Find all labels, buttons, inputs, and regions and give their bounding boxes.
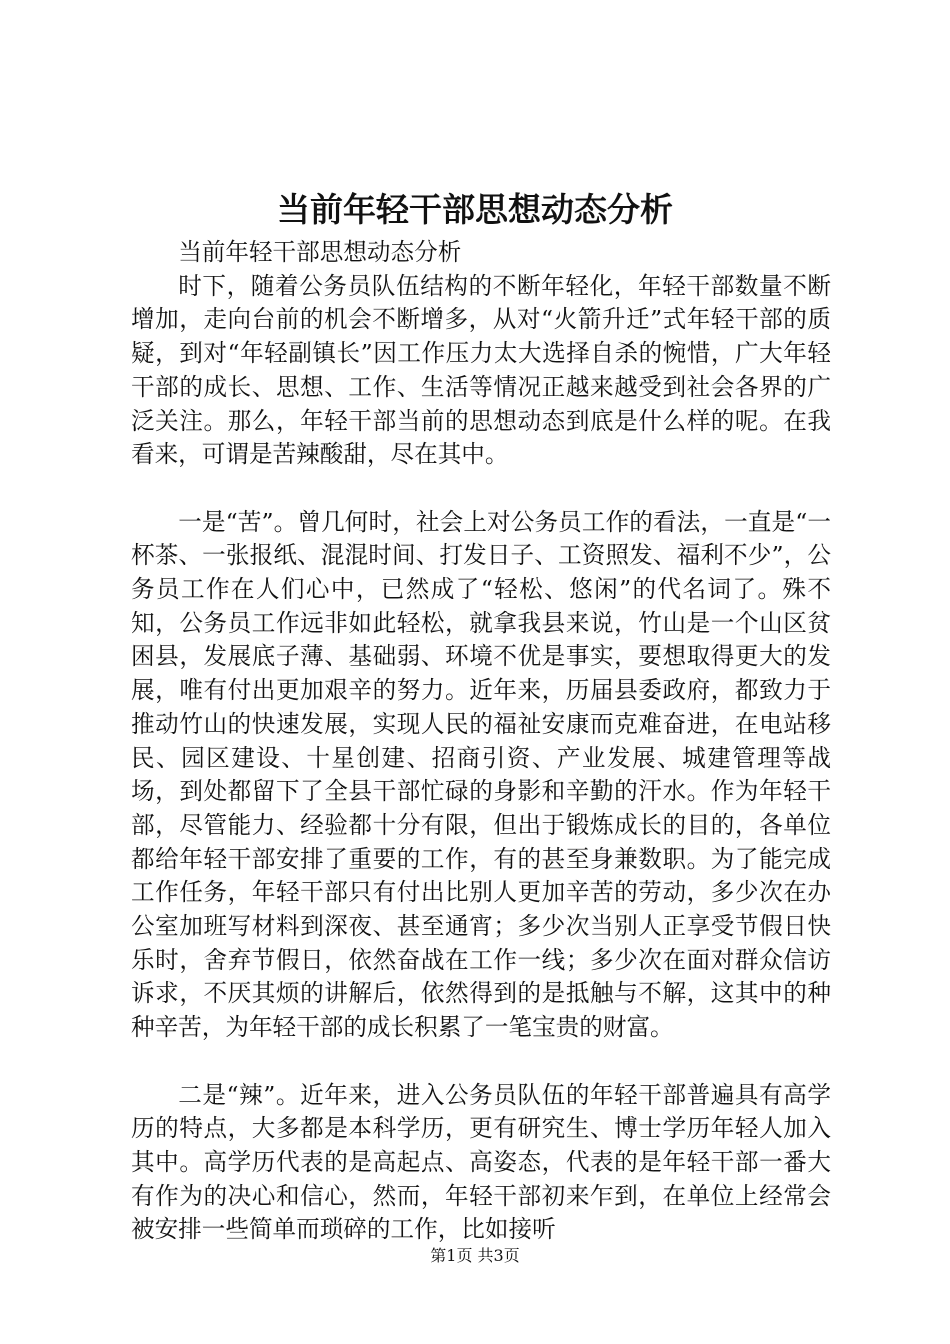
page-footer: 第1页 共3页: [430, 1246, 520, 1265]
paragraph-bitter: 一是“苦”。曾几何时，社会上对公务员工作的看法，一直是“一杯茶、一张报纸、混混时间、打发日子、工资照发、福利不少”，公务员工作在人们心中，已然成了“轻松、悠闲”的代名词了。殊不知，公务员工作远非如此轻松，就拿我县来说，竹山是一个山区贫困县，发展底子薄、基础弱、环境不优是事实，要想取得更大的发展，唯有付出更加艰辛的努力。近年来，历届县委政府，都致力于推动竹山的快速发展，实现人民的福祉安康而克难奋进，在电站移民、园区建设、十星创建、招商引资、产业发展、城建管理等战场，到处都留下了全县干部忙碌的身影和辛勤的汗水。作为年轻干部，尽管能力、经验都十分有限，但出于锻炼成长的目的，各单位都给年轻干部安排了重要的工作，有的甚至身兼数职。为了能完成工作任务，年轻干部只有付出比别人更加辛苦的劳动，多少次在办公室加班写材料到深夜、甚至通宵；多少次当别人正享受节假日快乐时，舍弃节假日，依然奋战在工作一线；多少次在面对群众信访诉求，不厌其烦的讲解后，依然得到的是抵触与不解，这其中的种种辛苦，为年轻干部的成长积累了一笔宝贵的财富。: [131, 507, 831, 1042]
paragraph-spicy: 二是“辣”。近年来，进入公务员队伍的年轻干部普遍具有高学历的特点，大多都是本科学历，更有研究生、博士学历年轻人加入其中。高学历代表的是高起点、高姿态，代表的是年轻干部一番大有作为的决心和信心，然而，年轻干部初来乍到，在单位上经常会被安排一些简单而琐碎的工作，比如接听: [131, 1080, 831, 1244]
document-body: [131, 236, 831, 1247]
document-title: 当前年轻干部思想动态分析: [277, 190, 673, 229]
paragraph-subtitle: 当前年轻干部思想动态分析: [178, 238, 462, 266]
paragraph-intro: 时下，随着公务员队伍结构的不断年轻化，年轻干部数量不断增加，走向台前的机会不断增多，从对“火箭升迁”式年轻干部的质疑，到对“年轻副镇长”因工作压力太大选择自杀的惋惜，广大年轻干部的成长、思想、工作、生活等情况正越来越受到社会各界的广泛关注。那么，年轻干部当前的思想动态到底是什么样的呢。在我看来，可谓是苦辣酸甜，尽在其中。: [131, 271, 831, 469]
